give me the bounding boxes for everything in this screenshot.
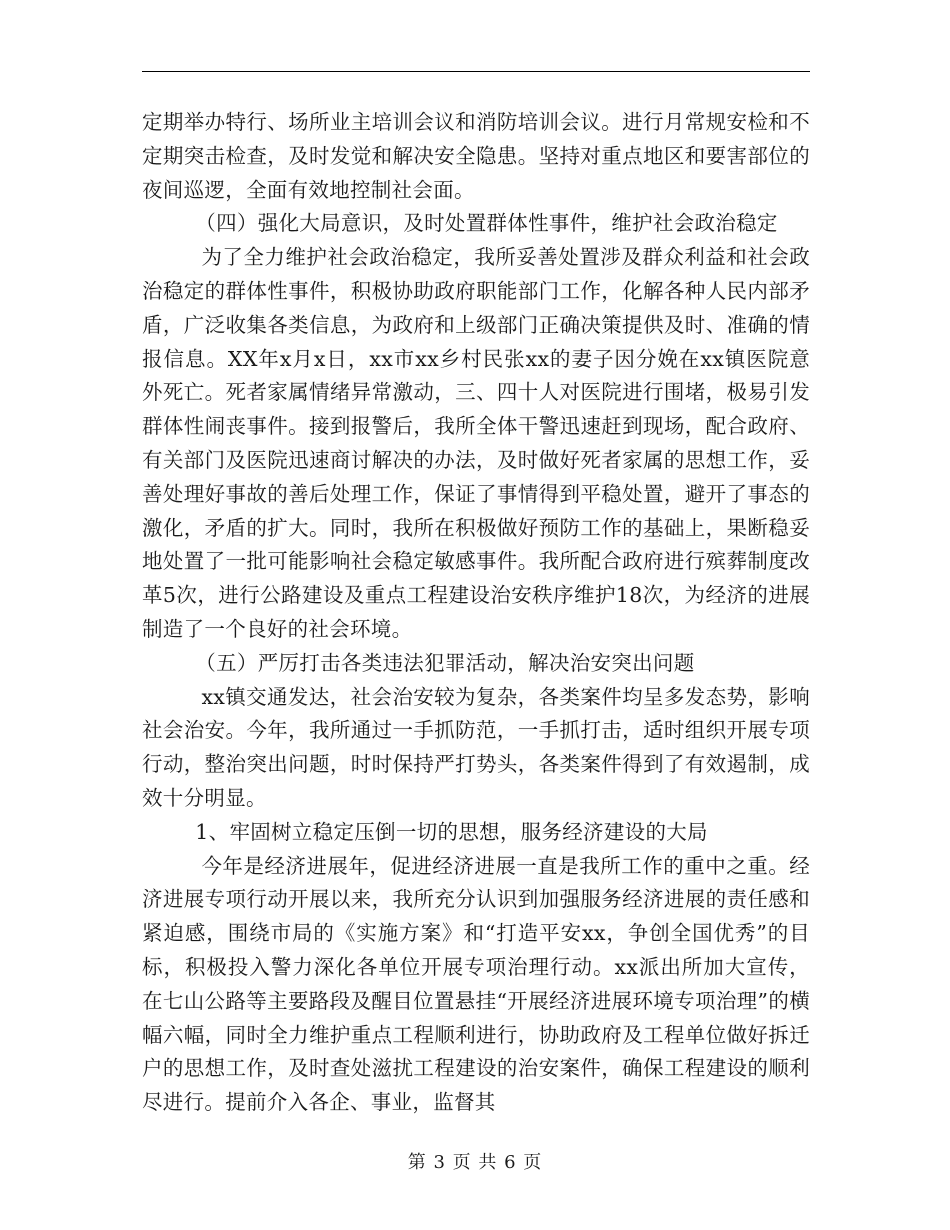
- section-heading-4: （四）强化大局意识，及时处置群体性事件，维护社会政治稳定: [195, 211, 778, 236]
- header-rule: [142, 71, 810, 72]
- paragraph-economy: 今年是经济进展年，促进经济进展一直是我所工作的重中之重。经济进展专项行动开展以来，我所充分认识到加强服务经济进展的责任感和紧迫感，围绕市局的《实施方案》和“打造平安xx，争创全国优秀”的目标，积极投入警力深化各单位开展专项治理行动。xx派出所加大宣传，在七山公路等主要路段及醒目位置悬挂“开展经济进展环境专项治理”的横幅六幅，同时全力维护重点工程顺利进行，协助政府及工程单位做好拆迁户的思想工作，及时查处滋扰工程建设的治安案件，确保工程建设的顺利尽进行。提前介入各企、事业，监督其: [142, 853, 810, 1115]
- paragraph-crackdown: xx镇交通发达，社会治安较为复杂，各类案件均呈多发态势，影响社会治安。今年，我所通过一手抓防范，一手抓打击，适时组织开展专项行动，整治突出问题，时时保持严打势头，各类案件得到了有效遏制，成效十分明显。: [142, 684, 810, 810]
- document-body: [142, 106, 810, 1120]
- page-number-footer: 第 3 页 共 6 页: [407, 1152, 543, 1173]
- section-heading-5: （五）严厉打击各类违法犯罪活动，解决治安突出问题: [195, 650, 695, 675]
- paragraph-continuation: 定期举办特行、场所业主培训会议和消防培训会议。进行月常规安检和不定期突击检查，及时发觉和解决安全隐患。坚持对重点地区和要害部位的夜间巡逻，全面有效地控制社会面。: [142, 110, 810, 202]
- paragraph-stability: 为了全力维护社会政治稳定，我所妥善处置涉及群众利益和社会政治稳定的群体性事件，积极协助政府职能部门工作，化解各种人民内部矛盾，广泛收集各类信息，为政府和上级部门正确决策提供及时、准确的情报信息。XX年x月x日，xx市xx乡村民张xx的妻子因分娩在xx镇医院意外死亡。死者家属情绪异常激动，三、四十人对医院进行围堵，极易引发群体性闹丧事件。接到报警后，我所全体干警迅速赶到现场，配合政府、有关部门及医院迅速商讨解决的办法，及时做好死者家属的思想工作，妥善处理好事故的善后处理工作，保证了事情得到平稳处置，避开了事态的激化，矛盾的扩大。同时，我所在积极做好预防工作的基础上，果断稳妥地处置了一批可能影响社会稳定敏感事件。我所配合政府进行殡葬制度改革5次，进行公路建设及重点工程建设治安秩序维护18次，为经济的进展制造了一个良好的社会环境。: [142, 245, 810, 641]
- subsection-heading-1: 1、牢固树立稳定压倒一切的思想，服务经济建设的大局: [195, 819, 708, 844]
